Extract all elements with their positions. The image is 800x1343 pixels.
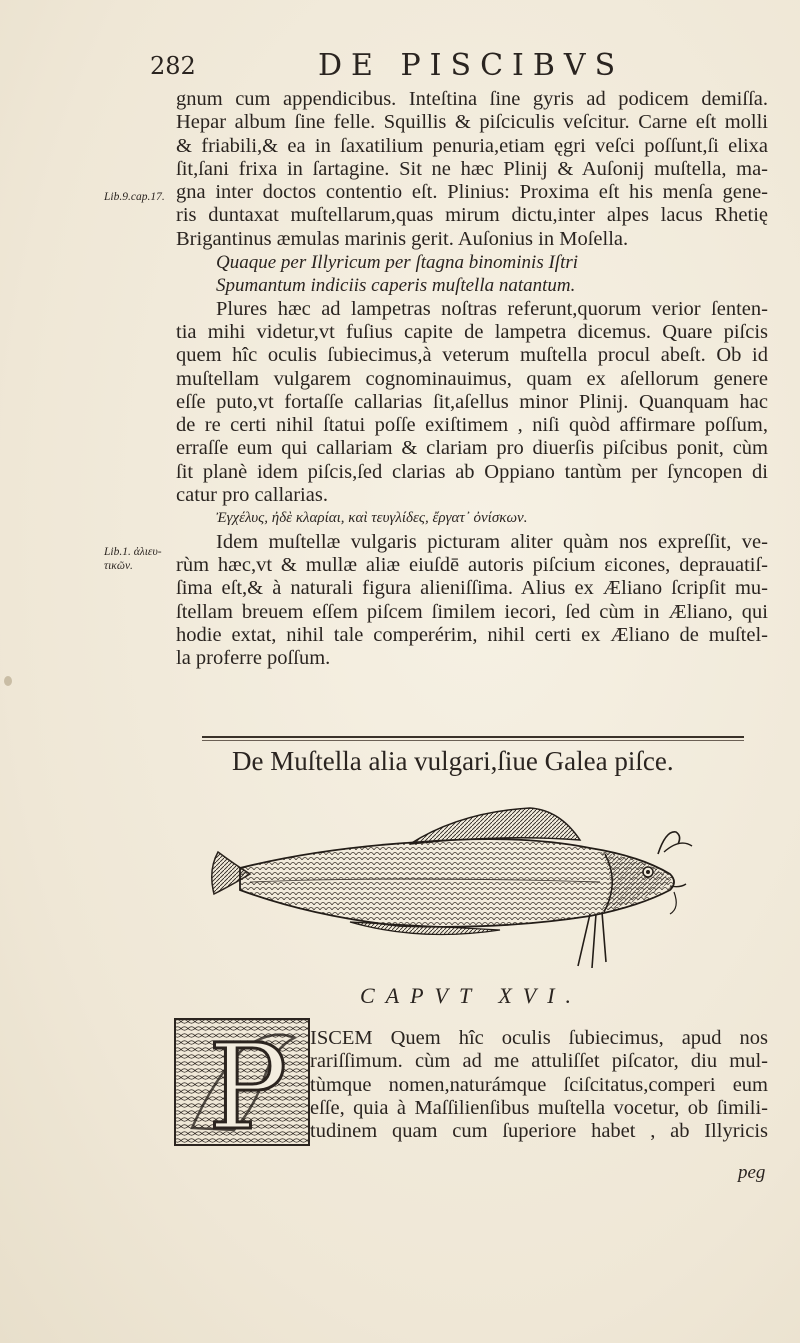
margin-note-3: τικῶν.: [104, 560, 133, 572]
text-line: tia mihi videtur,vt fuſius capite de lampetra dicemus. Quare piſcis: [176, 320, 768, 343]
text-line: erraſſe eum qui callariam & clariam pro diuerſis piſcibus ponit, cùm: [176, 437, 768, 460]
text-line: & friabili,& ea in ſaxatilium penuria,etiam ęgri veſci poſſunt,ſi elixa: [176, 134, 768, 157]
text-line: ſit,ſani frixa in ſartagine. Sit ne hæc Plinij & Auſonij muſtella, ma-: [176, 157, 768, 180]
text-line: ſima eſt,& à naturali figura alieniſſima. Alius ex Æliano ſcripſit mu-: [176, 577, 768, 600]
text-line: quem hîc oculis ſubiecimus,à veterum muſtella procul abeſt. Ob id: [176, 344, 768, 367]
text-line: hodie extat, nihil tale comperérim, nihil certi ex Æliano de muſtel-: [176, 623, 768, 646]
text-line: eſſe puto,vt fortaſſe callarias ſit,aſellus minor Plinij. Quanquam hac: [176, 390, 768, 413]
section-heading: De Muſtella alia vulgari,ſiue Galea piſce.: [232, 746, 674, 776]
text-line: rùm hæc,vt & mullæ aliæ eiuſdē autoris piſcium εicones, deprauatiſ-: [176, 553, 768, 576]
drop-cap-letter: P: [208, 1018, 288, 1146]
decorated-initial-image: [174, 1018, 310, 1146]
text-line: catur pro callarias.: [176, 484, 328, 507]
text-line: gnum cum appendicibus. Inteſtina ſine gyris ad podicem demiſſa.: [176, 88, 768, 110]
chapter-paragraph: [310, 1027, 768, 1143]
text-line: muſtellam vulgarem cognominauimus, quam ex aſellorum genere: [176, 367, 768, 390]
text-line: la proferre poſſum.: [176, 647, 331, 670]
catchword: peg: [738, 1162, 766, 1183]
margin-note-2: Lib.1. ἁλιευ-: [104, 546, 162, 558]
body-block-1: [176, 88, 768, 670]
text-line: tudinem quam cum ſuperiore habet , ab Illyricis: [310, 1120, 768, 1143]
text-line: ISCEM Quem hîc oculis ſubiecimus, apud nos: [310, 1027, 768, 1049]
text-line: Hepar album ſine felle. Squillis & piſciculis veſcitur. Carne eſt molli: [176, 111, 768, 134]
page-number: 282: [150, 52, 196, 80]
chapter-heading: CAPVT XVI.: [360, 983, 583, 1008]
section-rule: [202, 736, 744, 738]
running-head: DE PISCIBVS: [318, 48, 625, 83]
section-rule-thin: [202, 740, 744, 741]
text-line: Plures hæc ad lampetras noſtras referunt,quorum verior ſenten-: [216, 297, 768, 320]
greek-line: Ἐγχέλυς, ἠδὲ κλαρίαι, καὶ τευγλίδες, ἔργατ᾽ ὀνίσκων.: [216, 510, 528, 527]
text-line: tùmque nomen,naturámque ſciſcitatus,comperi eum: [310, 1073, 768, 1096]
text-line: Idem muſtellæ vulgaris picturam aliter quàm nos expreſſit, ve-: [216, 530, 768, 553]
margin-note-1: Lib.9.cap.17.: [104, 191, 165, 203]
text-line: ſtellam breuem eſſem piſcem ſimilem iecori, ſed cùm in Æliano, qui: [176, 600, 768, 623]
text-line: gna inter doctos contentio eſt. Plinius: Proxima eſt his menſa gene-: [176, 181, 768, 204]
text-line: eſſe, quia à Maſſilienſibus muſtella vocetur, ob ſimili-: [310, 1096, 768, 1119]
text-line: rariſſimum. cùm ad me attuliſſet piſcator, diu mul-: [310, 1050, 768, 1073]
fish-woodcut-image: [200, 790, 700, 975]
verse-line: Spumantum indiciis caperis muſtella natantum.: [216, 275, 576, 297]
paper-stain: [4, 676, 12, 686]
text-line: Brigantinus æmulas marinis gerit. Auſonius in Moſella.: [176, 227, 629, 250]
text-line: de re certi nihil ſtatui poſſe exiſtimem , niſi quòd affirmare poſſum,: [176, 414, 768, 437]
text-line: ris duntaxat muſtellarum,quas mirum dictu,inter alpes lacus Rhetię: [176, 204, 768, 227]
text-line: ſit planè idem piſcis,ſed clarias ab Oppiano tantùm per ſyncopen di: [176, 460, 768, 483]
verse-line: Quaque per Illyricum per ſtagna binominis Iſtri: [216, 252, 579, 274]
